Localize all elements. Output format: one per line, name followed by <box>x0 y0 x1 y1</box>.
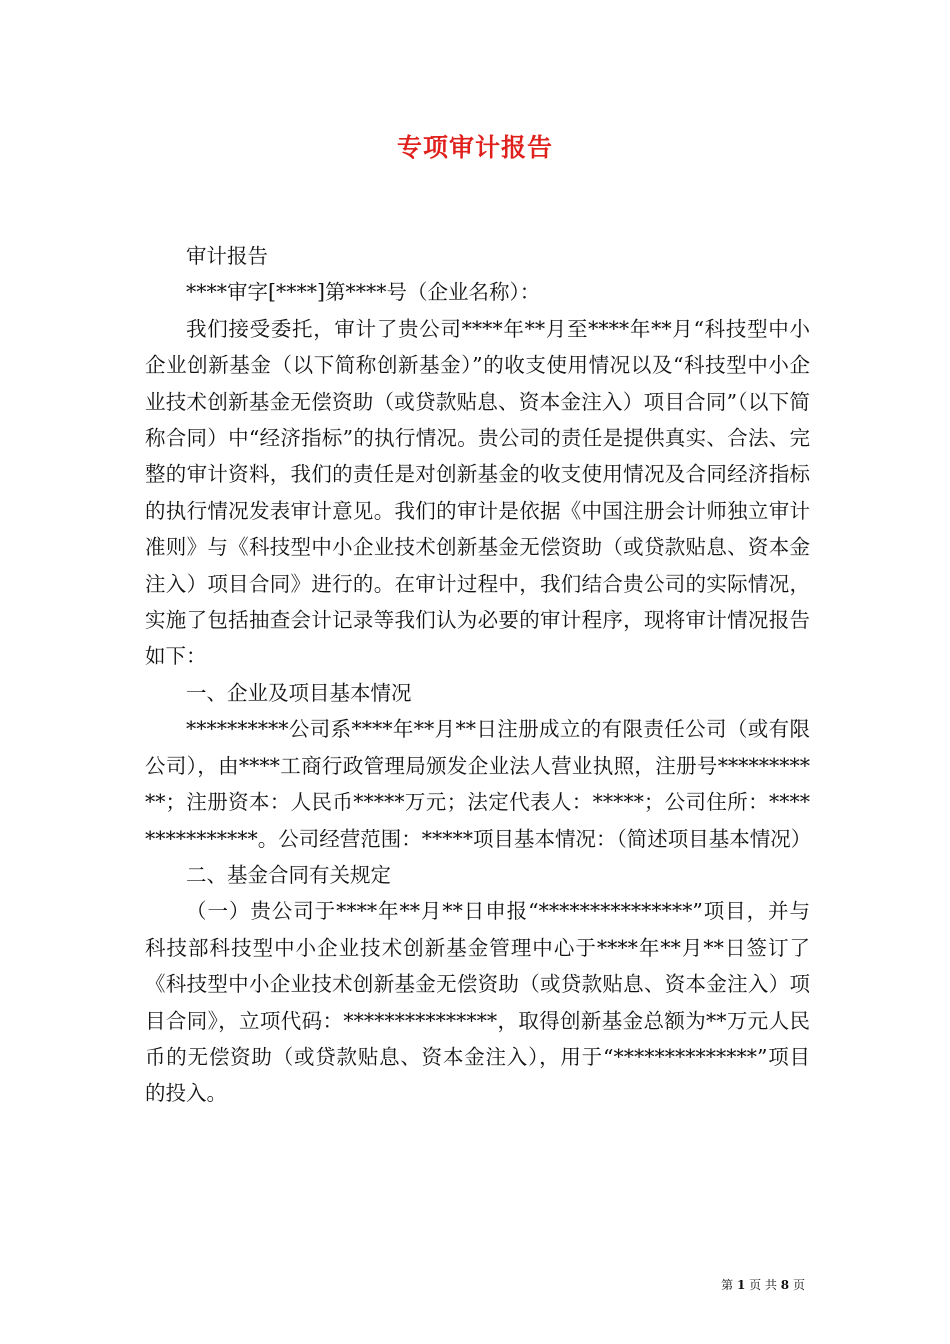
footer-prefix: 第 <box>721 1278 734 1292</box>
paragraph-reference-number: ****审字[****]第****号（企业名称）： <box>186 280 541 305</box>
page-number-footer <box>721 1277 805 1293</box>
paragraph-company-info: **********公司系****年**月**日注册成立的有限责任公司（或有限公司），由****工商行政管理局颁发企业法人营业执照，注册号***********；注册资本：人民币*****万元；法定代表人：*****；公司住所：***************。公司经营范围：*****项目基本情况：（简述项目基本情况） <box>145 717 812 851</box>
footer-current-page: 1 <box>736 1278 746 1292</box>
footer-suffix: 页 <box>792 1278 805 1292</box>
section-heading-fund-contract: 二、基金合同有关规定 <box>186 862 391 887</box>
document-title: 专项审计报告 <box>396 133 553 162</box>
footer-total-pages: 8 <box>780 1278 790 1292</box>
paragraph-introduction: 我们接受委托，审计了贵公司****年**月至****年**月“科技型中小企业创新基金（以下简称创新基金）”的收支使用情况以及“科技型中小企业技术创新基金无偿资助（或贷款贴息、资本金注入）项目合同”（以下简称合同）中“经济指标”的执行情况。贵公司的责任是提供真实、合法、完整的审计资料，我们的责任是对创新基金的收支使用情况及合同经济指标的执行情况发表审计意见。我们的审计是依据《中国注册会计师独立审计准则》与《科技型中小企业技术创新基金无偿资助（或贷款贴息、资本金注入）项目合同》进行的。在审计过程中，我们结合贵公司的实际情况，实施了包括抽查会计记录等我们认为必要的审计程序，现将审计情况报告如下： <box>145 316 810 669</box>
document-body <box>145 238 810 1112</box>
section-heading-basic-info: 一、企业及项目基本情况 <box>186 680 412 705</box>
paragraph-contract-details: （一）贵公司于****年**月**日申报“***************”项目，并与科技部科技型中小企业技术创新基金管理中心于****年**月**日签订了《科技型中小企业技术创新基金无偿资助（或贷款贴息、资本金注入）项目合同》，立项代码：***************，取得创新基金总额为**万元人民币的无偿资助（或贷款贴息、资本金注入），用于“**************”项目的投入。 <box>145 899 810 1106</box>
paragraph-report-heading: 审计报告 <box>186 244 268 268</box>
footer-middle: 页 共 <box>749 1278 777 1292</box>
